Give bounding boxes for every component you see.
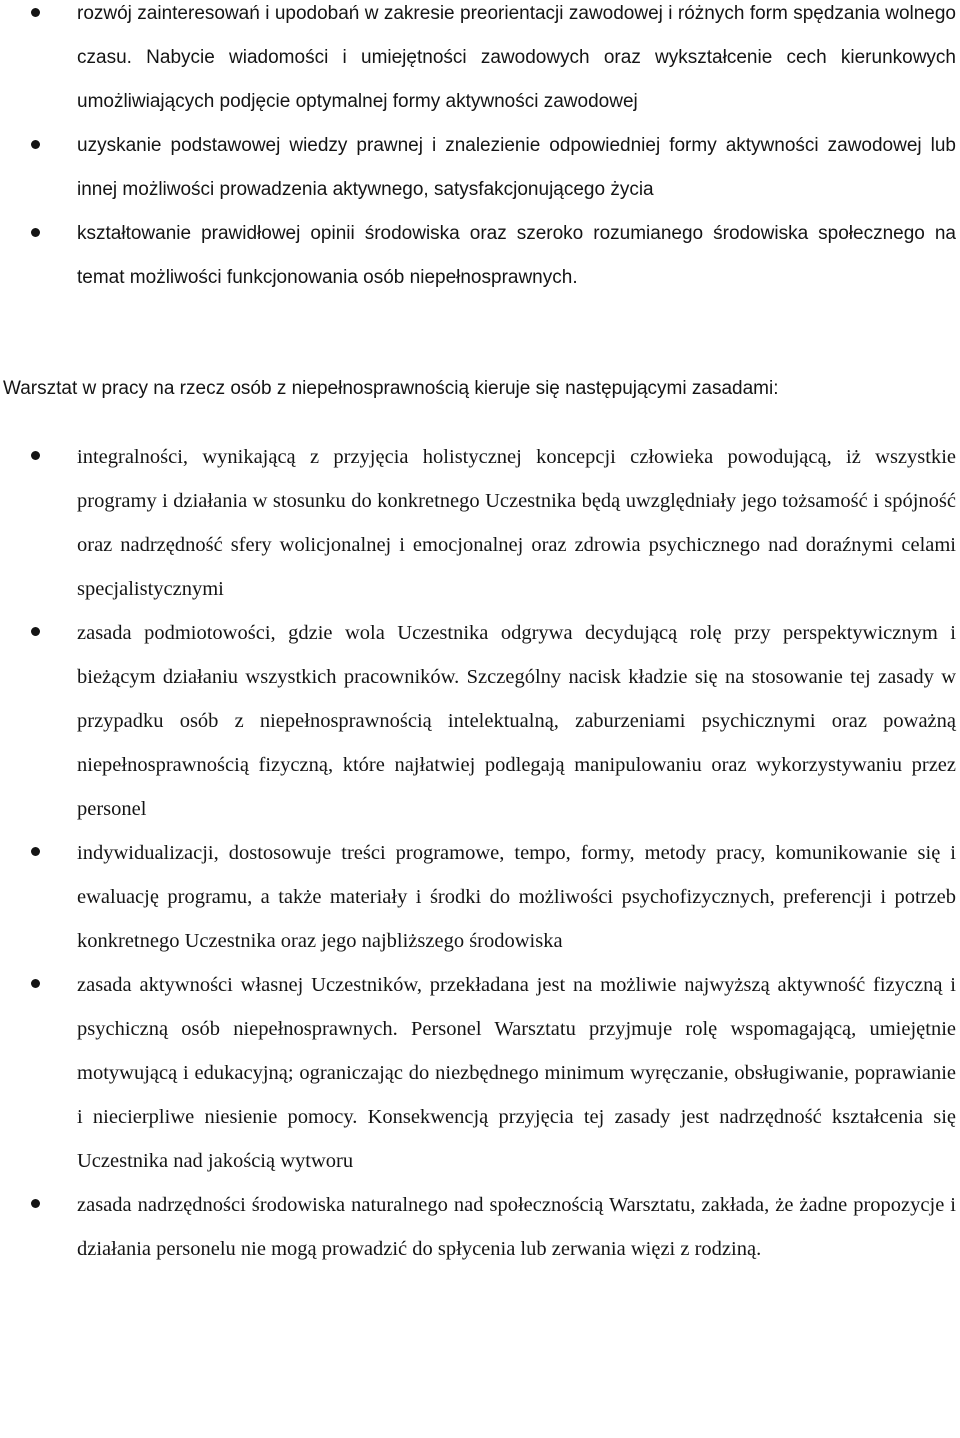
principles-intro-paragraph: Warsztat w pracy na rzecz osób z niepełnosprawnością kieruje się następującymi zasadami: <box>3 378 779 399</box>
bullet-icon <box>31 140 40 149</box>
bullet-icon <box>31 451 40 460</box>
bullet-icon <box>31 228 40 237</box>
list-item <box>0 0 960 124</box>
list-item-text: uzyskanie podstawowej wiedzy prawnej i znalezienie odpowiedniej formy aktywności zawodowej lub innej możliwości prowadzenia aktywnego, satysfakcjonującego życia <box>77 135 956 200</box>
list-item-text: zasada nadrzędności środowiska naturalnego nad społecznością Warsztatu, zakłada, że żadne propozycje i działania personelu nie mogą prowadzić do spłycenia lub zerwania więzi z rodziną. <box>77 1194 956 1260</box>
intro-bullet-list <box>0 0 960 300</box>
list-item <box>0 1183 960 1271</box>
list-item <box>0 963 960 1183</box>
list-item <box>0 831 960 963</box>
list-item <box>0 212 960 300</box>
list-item-text: zasada aktywności własnej Uczestników, przekładana jest na możliwie najwyższą aktywność fizyczną i psychiczną osób niepełnosprawnych. Personel Warsztatu przyjmuje rolę wspomagającą, umiejętnie motywującą i edukacyjną; ograniczając do niezbędnego minimum wyręczanie, obsługiwanie, poprawianie i niecierpliwe niesienie pomocy. Konsekwencją przyjęcia tej zasady jest nadrzędność kształcenia się Uczestnika nad jakością wytworu <box>77 974 956 1172</box>
list-item <box>0 124 960 212</box>
list-item-text: kształtowanie prawidłowej opinii środowiska oraz szeroko rozumianego środowiska społecznego na temat możliwości funkcjonowania osób niepełnosprawnych. <box>77 223 956 288</box>
list-item <box>0 611 960 831</box>
bullet-icon <box>31 1199 40 1208</box>
list-item-text: zasada podmiotowości, gdzie wola Uczestnika odgrywa decydującą rolę przy perspektywicznym i bieżącym działaniu wszystkich pracowników. Szczególny nacisk kładzie się na stosowanie tej zasady w przypadku osób z niepełnosprawnością intelektualną, zaburzeniami psychicznymi oraz poważną niepełnosprawnością fizyczną, które najłatwiej podlegają manipulowaniu oraz wykorzystywaniu przez personel <box>77 622 956 820</box>
principles-bullet-list <box>0 435 960 1271</box>
list-item <box>0 435 960 611</box>
list-item-text: indywidualizacji, dostosowuje treści programowe, tempo, formy, metody pracy, komunikowanie się i ewaluację programu, a także materiały i środki do możliwości psychofizycznych, preferencji i potrzeb konkretnego Uczestnika oraz jego najbliższego środowiska <box>77 842 956 952</box>
bullet-icon <box>31 8 40 17</box>
bullet-icon <box>31 979 40 988</box>
list-item-text: rozwój zainteresowań i upodobań w zakresie preorientacji zawodowej i różnych form spędzania wolnego czasu. Nabycie wiadomości i umiejętności zawodowych oraz wykształcenie cech kierunkowych umożliwiających podjęcie optymalnej formy aktywności zawodowej <box>77 3 956 112</box>
list-item-text: integralności, wynikającą z przyjęcia holistycznej koncepcji człowieka powodującą, iż wszystkie programy i działania w stosunku do konkretnego Uczestnika będą uwzględniały jego tożsamość i spójność oraz nadrzędność sfery wolicjonalnej i emocjonalnej oraz zdrowia psychicznego nad doraźnymi celami specjalistycznymi <box>77 446 956 600</box>
bullet-icon <box>31 627 40 636</box>
bullet-icon <box>31 847 40 856</box>
